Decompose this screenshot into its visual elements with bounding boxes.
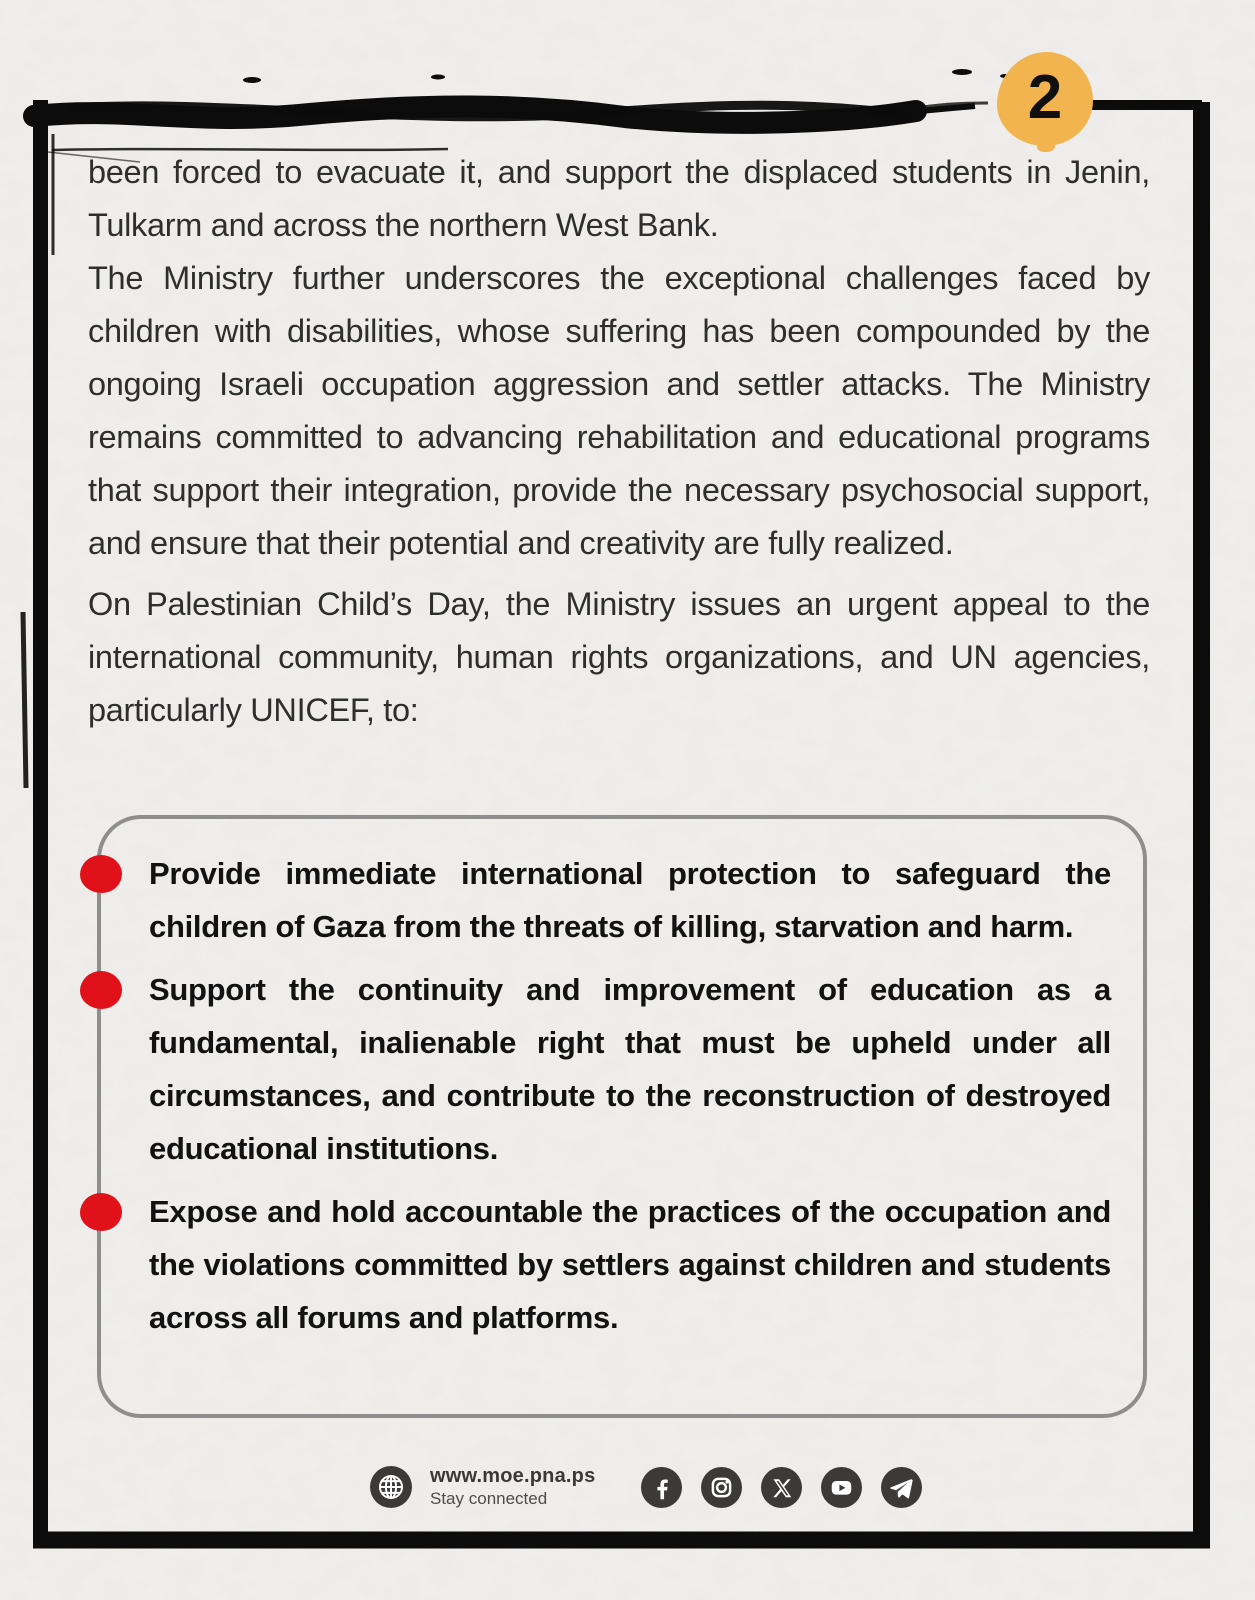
appeal-item — [149, 847, 1111, 953]
bullet-dot-icon — [80, 971, 122, 1009]
badge-blob-notch — [1037, 140, 1055, 152]
paragraph: On Palestinian Child’s Day, the Ministry issues an urgent appeal to the international community, human rights organizations, and UN agencies, particularly UNICEF, to: — [88, 586, 1150, 728]
bullet-dot-icon — [80, 1193, 122, 1231]
paragraph: The Ministry further underscores the exceptional challenges faced by children with disabilities, whose suffering has been compounded by the ongoing Israeli occupation aggression and settler attacks. The Ministry remains committed to advancing rehabilitation and educational programs that support their integration, provide the necessary psychosocial support, and ensure that their potential and creativity are fully realized. — [88, 260, 1150, 561]
website-text — [430, 1465, 595, 1509]
facebook-icon[interactable] — [641, 1467, 682, 1508]
website-url[interactable]: www.moe.pna.ps — [430, 1465, 596, 1487]
telegram-icon[interactable] — [881, 1467, 922, 1508]
appeal-box — [97, 815, 1147, 1418]
website-block — [370, 1465, 595, 1509]
website-tagline: Stay connected — [430, 1489, 548, 1508]
page-number: 2 — [1027, 63, 1063, 132]
x-icon[interactable] — [761, 1467, 802, 1508]
appeal-item — [149, 1185, 1111, 1344]
appeal-item-text: Support the continuity and improvement of education as a fundamental, inalienable right that must be upheld under all circumstances, and contribute to the reconstruction of destroyed educational institutions. — [149, 972, 1111, 1166]
youtube-icon[interactable] — [821, 1467, 862, 1508]
footer — [370, 1462, 922, 1512]
statement-body — [88, 146, 1150, 737]
appeal-item-text: Expose and hold accountable the practices of the occupation and the violations committed by settlers against children and students across all forums and platforms. — [149, 1194, 1111, 1335]
social-icons-row — [641, 1467, 922, 1508]
instagram-icon[interactable] — [701, 1467, 742, 1508]
globe-icon — [370, 1466, 412, 1508]
appeal-item — [149, 963, 1111, 1175]
appeal-item-text: Provide immediate international protection to safeguard the children of Gaza from the threats of killing, starvation and harm. — [149, 856, 1111, 944]
page-number-badge — [997, 52, 1093, 146]
bullet-dot-icon — [80, 855, 122, 893]
paragraph: been forced to evacuate it, and support the displaced students in Jenin, Tulkarm and across the northern West Bank. — [88, 154, 1150, 243]
